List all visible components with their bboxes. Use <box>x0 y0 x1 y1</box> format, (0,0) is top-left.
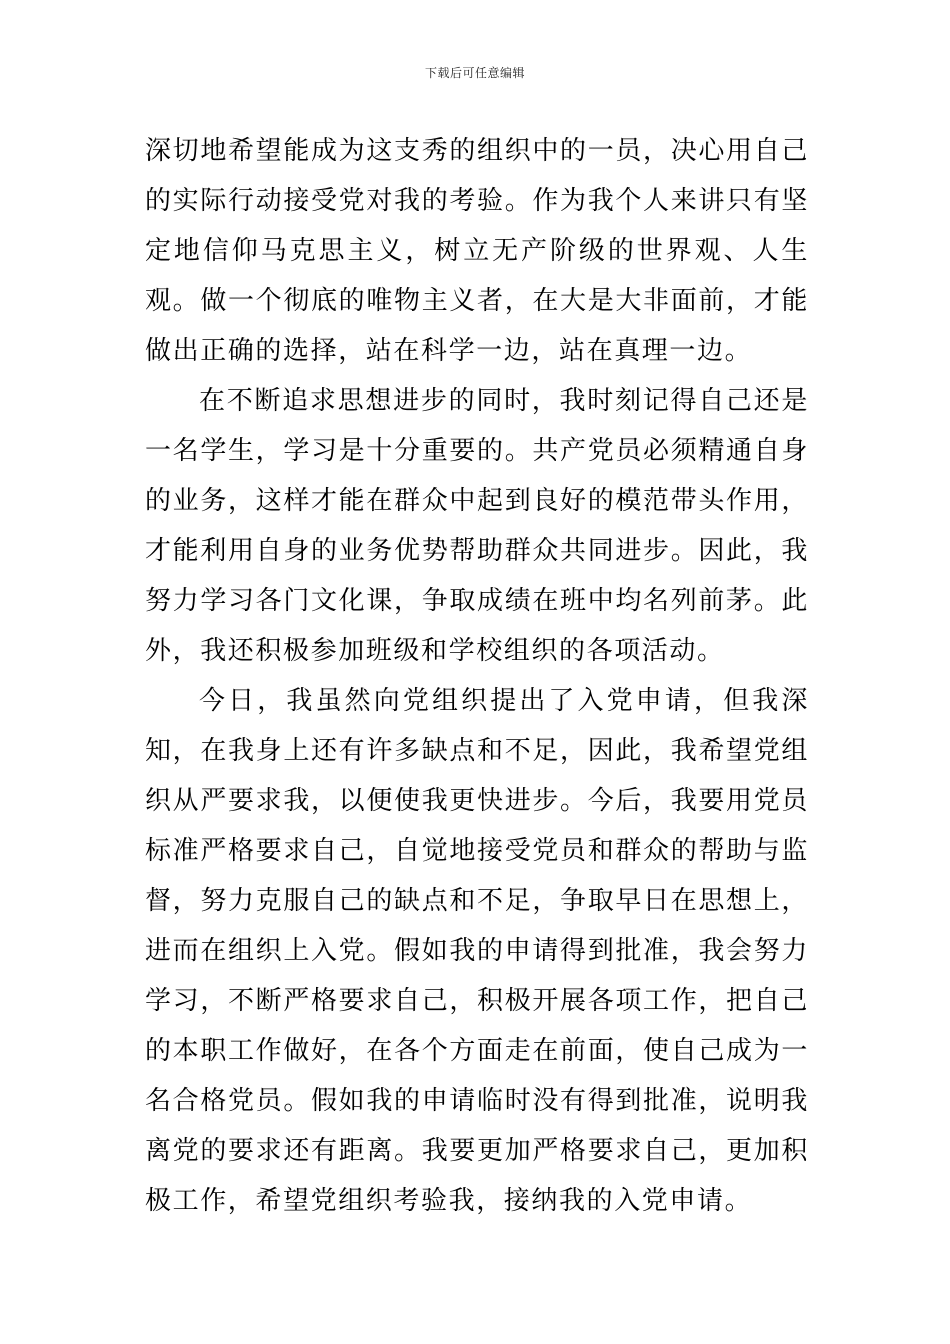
page-header: 下载后可任意编辑 <box>424 66 525 80</box>
paragraph-3: 今日，我虽然向党组织提出了入党申请，但我深知，在我身上还有许多缺点和不足，因此，我希望党组织从严要求我，以便使我更快进步。今后，我要用党员标准严格要求自己，自觉地接受党员和群众的帮助与监督，努力克服自己的缺点和不足，争取早日在思想上，进而在组织上入党。假如我的申请得到批准，我会努力学习，不断严格要求自己，积极开展各项工作，把自己的本职工作做好，在各个方面走在前面，使自己成为一名合格党员。假如我的申请临时没有得到批准，说明我离党的要求还有距离。我要更加严格要求自己，更加积极工作，希望党组织考验我，接纳我的入党申请。 <box>145 686 809 1216</box>
document-body <box>145 126 809 1226</box>
paragraph-2: 在不断追求思想进步的同时，我时刻记得自己还是一名学生，学习是十分重要的。共产党员必须精通自身的业务，这样才能在群众中起到良好的模范带头作用，才能利用自身的业务优势帮助群众共同进步。因此，我努力学习各门文化课，争取成绩在班中均名列前茅。此外，我还积极参加班级和学校组织的各项活动。 <box>145 386 809 666</box>
paragraph-1: 深切地希望能成为这支秀的组织中的一员，决心用自己的实际行动接受党对我的考验。作为我个人来讲只有坚定地信仰马克思主义，树立无产阶级的世界观、人生观。做一个彻底的唯物主义者，在大是大非面前，才能做出正确的选择，站在科学一边，站在真理一边。 <box>145 136 809 366</box>
